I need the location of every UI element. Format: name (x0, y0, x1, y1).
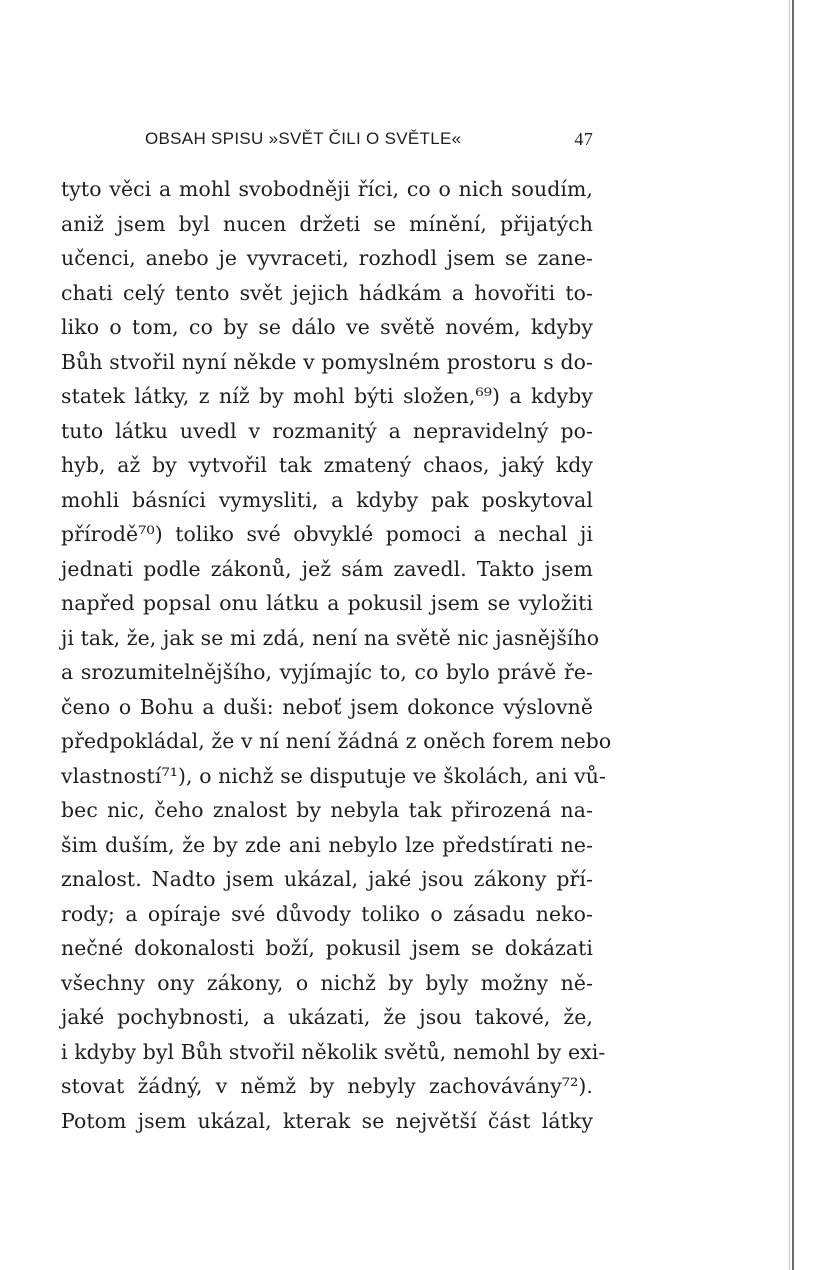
text-line: napřed popsal onu látku a pokusil jsem se vyložiti (61, 591, 593, 615)
text-line: hyb, až by vytvořil tak zmatený chaos, jaký kdy (61, 453, 593, 477)
text-line: i kdyby byl Bůh stvořil několik světů, nemohl by exi- (61, 1039, 606, 1064)
text-line: nečné dokonalosti boží, pokusil jsem se dokázati (61, 936, 593, 960)
text-line: Potom jsem ukázal, kterak se největší část látky (61, 1108, 593, 1133)
text-line: vlastností⁷¹), o nichž se disputuje ve školách, ani vů- (61, 763, 607, 788)
running-header (145, 129, 593, 155)
text-line: šim duším, že by zde ani nebylo lze předstírati ne- (61, 832, 593, 857)
text-line: učenci, anebo je vyvraceti, rozhodl jsem se zane- (61, 246, 593, 270)
text-line: tyto věci a mohl svobodněji říci, co o nich soudím, (61, 177, 593, 201)
page-number: 47 (574, 129, 593, 149)
text-line: všechny ony zákony, o nichž by byly možny ně- (61, 970, 593, 995)
text-line: Bůh stvořil nyní někde v pomyslném prostoru s do- (61, 349, 593, 374)
text-line: chati celý tento svět jejich hádkám a hovořiti to- (61, 280, 593, 305)
text-line: tuto látku uvedl v rozmanitý a nepravidelný po- (61, 418, 593, 443)
text-line: stovat žádný, v němž by nebyly zachovávány⁷²). (61, 1074, 593, 1098)
text-line: a srozumitelnějšího, vyjímajíc to, co bylo právě ře- (61, 660, 593, 684)
text-line: jednati podle zákonů, jež sám zavedl. Takto jsem (61, 556, 593, 581)
page-edge-shadow (789, 0, 790, 1270)
text-line: aniž jsem byl nucen držeti se mínění, přijatých (61, 211, 593, 236)
body-text (61, 172, 612, 1138)
text-line: ji tak, že, jak se mi zdá, není na světě nic jasnějšího (61, 625, 600, 650)
text-line: předpokládal, že v ní není žádná z oněch forem nebo (61, 729, 612, 753)
text-line: statek látky, z níž by mohl býti složen,⁶⁹) a kdyby (61, 384, 593, 408)
text-line: bec nic, čeho znalost by nebyla tak přirozená na- (61, 798, 593, 822)
running-title: OBSAH SPISU »SVĚT ČILI O SVĚTLE« (145, 129, 462, 148)
text-line: liko o tom, co by se dálo ve světě novém, kdyby (61, 315, 593, 339)
page-edge (792, 0, 794, 1270)
text-line: jaké pochybnosti, a ukázati, že jsou takové, že, (61, 1005, 593, 1029)
text-line: rody; a opíraje své důvody toliko o zásadu neko- (61, 901, 593, 926)
text-line: mohli básníci vymysliti, a kdyby pak poskytoval (61, 487, 593, 512)
text-line: čeno o Bohu a duši: neboť jsem dokonce výslovně (61, 694, 593, 719)
text-line: znalost. Nadto jsem ukázal, jaké jsou zákony pří- (61, 867, 593, 891)
text-line: přírodě⁷⁰) toliko své obvyklé pomoci a nechal ji (61, 522, 593, 546)
